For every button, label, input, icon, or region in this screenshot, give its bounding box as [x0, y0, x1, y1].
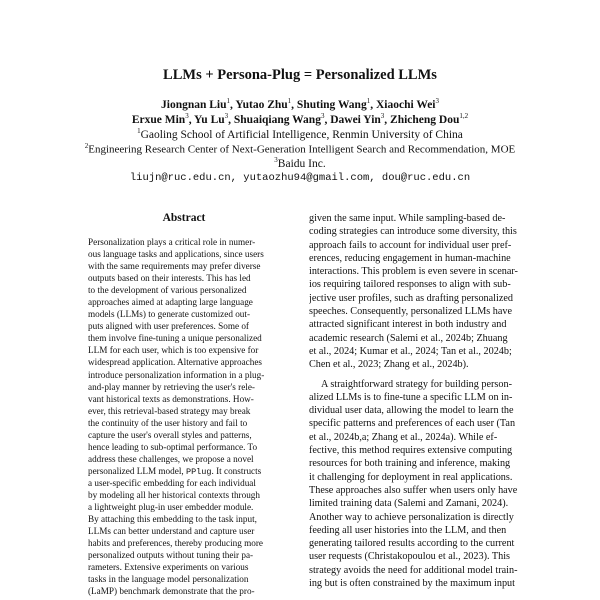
body-line: ios requiring tailored responses to align with sub-	[309, 279, 511, 291]
abstract-line: and-play manner by retrieving the user's rele-	[88, 381, 255, 392]
body-line: strategy avoids the need for additional model train-	[309, 564, 518, 576]
body-line: dividual user data, allowing the model to learn the	[309, 405, 514, 417]
abstract-line: ous language tasks and applications, since users	[88, 249, 264, 260]
body-line: alized LLMs is to fine-tune a specific LLM on in-	[309, 391, 513, 403]
author-affil-sup: 3	[185, 112, 189, 120]
body-column-right	[309, 212, 533, 590]
body-line: interactions. This problem is even severe in scenar-	[309, 266, 518, 278]
author-emails: liujn@ruc.edu.cn, yutaozhu94@gmail.com, dou@ruc.edu.cn	[129, 172, 471, 184]
abstract-line: LLMs can better understand and capture user	[88, 526, 255, 537]
affiliation-sup: 3	[274, 156, 278, 164]
body-line: user requests (Christakopoulou et al., 2023). This	[309, 551, 510, 563]
author: Zhicheng Dou	[390, 113, 460, 126]
abstract-line: vant historical texts as demonstrations. How-	[88, 393, 254, 404]
body-line: et al., 2024b,a; Zhang et al., 2024a). While ef-	[309, 431, 498, 443]
body-line: given the same input. While sampling-based de-	[309, 213, 506, 224]
author-affil-sup: 1	[226, 97, 231, 105]
body-line: erences, reducing engagement in human-machine	[309, 252, 511, 264]
body-line: A straightforward strategy for building person-	[321, 378, 512, 390]
abstract-body	[88, 236, 288, 597]
body-line: coding strategies can introduce some diversity, this	[309, 226, 517, 238]
body-line: feeding all user histories into the LLM, and then	[309, 524, 507, 536]
abstract-line: a user-specific embedding for each individual	[88, 477, 256, 488]
body-line: academic research (Salemi et al., 2024b; Zhuang	[309, 332, 508, 344]
body-line: Another way to achieve personalization is directly	[309, 511, 514, 523]
abstract-line: habits and preferences, thereby producing more	[88, 538, 264, 549]
abstract-line: by modeling all her historical contexts through	[88, 489, 260, 500]
body-line: approach fails to account for individual user pref-	[309, 239, 512, 251]
author-line-1: Jiongnan Liu$^1$, Yutao Zhu$^1$, Shuting Wang$^1$, Xiaochi Wei$^3$	[161, 97, 439, 111]
paper-title: LLMs + Persona-Plug = Personalized LLMs	[163, 67, 437, 83]
abstract-line: Personalization plays a critical role in numer-	[88, 237, 256, 247]
author-affil-sup: 3	[320, 112, 325, 120]
author: Dawei Yin	[330, 113, 381, 126]
body-line: it challenging for deployment in real applications.	[309, 471, 513, 483]
author-affil-sup: 1	[366, 97, 371, 105]
affiliation-2	[0, 142, 600, 156]
author-affil-sup: 1	[287, 97, 292, 105]
body-line: attracted significant interest in both industry and	[309, 319, 507, 331]
body-line: generating tailored results according to the current	[309, 538, 515, 550]
abstract-line: widespread application. Alternative approaches	[88, 357, 262, 368]
author: Jiongnan Liu	[161, 98, 227, 111]
author-affil-sup: 3	[435, 97, 439, 105]
abstract-line: introduce personalization information in a plug-	[88, 369, 265, 380]
author: Shuting Wang	[296, 98, 367, 111]
abstract-line-text: personalized LLM model,	[88, 465, 186, 476]
body-line: specific patterns and preferences of each user (Tan	[309, 418, 516, 430]
model-name: PPlug	[185, 466, 212, 477]
body-line: resources for both training and inference, making	[309, 458, 511, 470]
body-line: fective, this method requires extensive computing	[309, 445, 513, 457]
author-line-2: Erxue Min$^3$, Yu Lu$^3$, Shuaiqiang Wang$^3$, Dawei Yin$^3$, Zhicheng Dou$^{1,2}$	[131, 112, 469, 126]
body-line: Chen et al., 2023; Zhang et al., 2024b).	[309, 359, 469, 371]
abstract-line: By attaching this embedding to the task input,	[88, 514, 257, 525]
author: Xiaochi Wei	[375, 98, 436, 111]
abstract-line: capture the user's overall styles and patterns,	[88, 429, 252, 440]
abstract-line	[88, 465, 288, 477]
abstract-line: the continuity of the user history and fail to	[88, 417, 248, 428]
abstract-line: with the same requirements may prefer diverse	[88, 261, 261, 272]
author: Yu Lu	[194, 113, 225, 126]
affiliation-text: Engineering Research Center of Next-Generation Intelligent Search and Recommendation, MOE	[88, 143, 516, 156]
affiliation-1	[0, 127, 600, 141]
author: Erxue Min	[131, 113, 186, 126]
abstract-line: ever, this retrieval-based strategy may break	[88, 405, 251, 416]
author-affil-sup: 1,2	[459, 112, 469, 120]
body-line: et al., 2024; Kumar et al., 2024; Tan et al., 2024b;	[309, 345, 512, 357]
abstract-line: them involve fine-tuning a unique personalized	[88, 333, 262, 344]
abstract-line: approaches aimed at adapting large language	[88, 297, 253, 308]
author: Shuaiqiang Wang	[233, 113, 321, 126]
abstract-line: rameters. Extensive experiments on various	[88, 562, 249, 573]
body-line: limited training data (Salemi and Zamani, 2024).	[309, 498, 509, 510]
abstract-line: personalized outputs without tuning their pa-	[88, 550, 254, 561]
abstract-line: LLM for each user, which is too expensive for	[88, 345, 259, 356]
affiliation-text: Baidu Inc.	[277, 157, 326, 170]
abstract-line: models (LLMs) to generate customized out-	[88, 309, 251, 320]
abstract-heading: Abstract	[162, 212, 206, 224]
affiliation-text: Gaoling School of Artificial Intelligence, Renmin University of China	[140, 128, 463, 141]
body-line: jective user profiles, such as drafting personalized	[309, 292, 513, 304]
abstract-line: outputs based on their interests. This has led	[88, 273, 251, 284]
abstract-line: to the development of various personalized	[88, 285, 247, 296]
abstract-line: puts aligned with user preferences. Some of	[88, 321, 249, 332]
abstract-line: tasks in the language model personalization	[88, 574, 249, 585]
abstract-line: a lightweight plug-in user embedder module.	[88, 502, 254, 513]
author-affil-sup: 3	[224, 112, 229, 120]
affiliation-3	[0, 156, 600, 170]
body-line: speeches. Consequently, personalized LLMs have	[309, 306, 513, 318]
body-line: ing but is often constrained by the maximum input	[309, 578, 515, 590]
author: Yutao Zhu	[235, 98, 288, 111]
body-line: These approaches also suffer when users only have	[309, 484, 518, 496]
affiliation-sup: 2	[84, 142, 89, 150]
abstract-line: hence leading to sub-optimal performance. To	[88, 441, 258, 452]
abstract-line-text: . It constructs	[211, 465, 262, 476]
abstract-line: address these challenges, we propose a novel	[88, 453, 254, 464]
affiliation-sup: 1	[137, 127, 141, 135]
author-affil-sup: 3	[380, 112, 385, 120]
abstract-line: (LaMP) benchmark demonstrate that the pro-	[88, 586, 255, 597]
